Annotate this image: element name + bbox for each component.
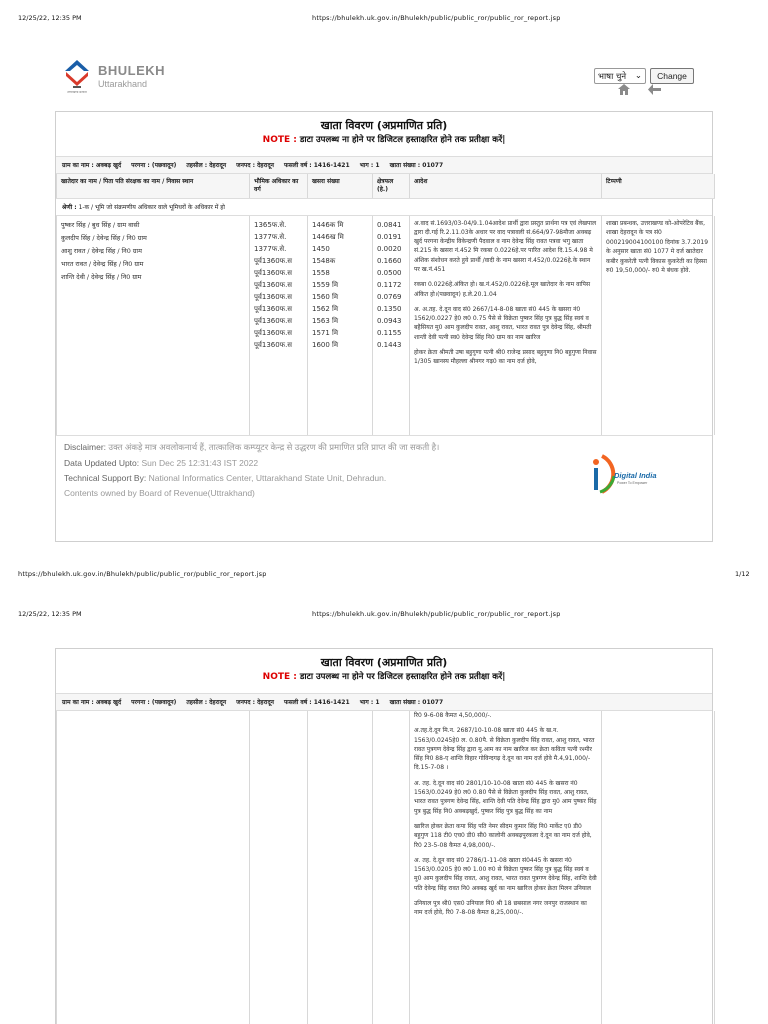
meta-fasli-2: फसली वर्ष : 1416-1421 (283, 699, 350, 706)
owner-row: शान्ति देवी / देवेन्द्र सिंह / नि0 ग्राम (61, 272, 142, 281)
ror-table (56, 174, 715, 199)
order-paragraph: रकबा 0.0226हे.अंकित हो। ख.नं.452/0.0226हे.मूल खातेदार के नाम वापिस अंकित हो।(पछवादून) ह.ले.20.1.04 (414, 281, 590, 298)
rights-row: पूर्व1360फ.स (254, 304, 293, 313)
area-row: 0.0020 (377, 244, 402, 253)
order-paragraph: अ. तह. दे.दून वाद सं0 2801/10-10-08 खाता सं0 445 के खसरा नं0 1563/0.0249 हे0 ल0 0.80 पैसे से विक्रेता कुलदीप सिंह रावत, आशु रावत, भारत रावत पुत्रगण देवेन्द्र सिंह, शान्ति देवी पति देवेन्द्र सिंह द्वारा मु0 आम पुष्कर सिंह पुत्र बुद्ध सिंह नि0 अक्बढ़खुर्द, पुष्कर सिंह पुत्र बुद्ध सिंह का नाम (414, 779, 597, 815)
meta-pargana: परगना : (पछवादून) (131, 162, 177, 169)
uttarakhand-emblem-icon (62, 58, 92, 94)
di-subtitle: Power To Empower (617, 480, 648, 485)
order-cell-continued (410, 711, 602, 1024)
updated-text: Sun Dec 25 12:31:43 IST 2022 (141, 457, 259, 468)
print-url-2: https://bhulekh.uk.gov.in/Bhulekh/public/public_ror/public_ror_report.jsp (312, 610, 561, 618)
order-paragraph: अ. तह. दे.दून वाद सं0 2786/1-11-08 खाता सं0445 के खसरा नं0 1563/0.0205 हे0 ल0 1.00 रु0 से विक्रेता पुष्कर सिंह पुत्र बुद्ध सिंह स्वयं व मु0 आम कुलदीप सिंह रावत, आशु रावत, भारत रावत पुत्रगण देवेन्द्र सिंह, शान्ति देवी पति देवेन्द्र सिंह रावत नि0 अक्बढ़ खुर्द का नाम खारिज होकर क्रेता मिलन उनियाल (414, 856, 597, 892)
owned-text: Contents owned by Board of Revenue(Uttrakhand) (64, 487, 255, 498)
order-paragraph: खारिज होकर क्रेता कपा सिंह पति नेमर सीदम कुमार सिंह नि0 मार्केट ए0 डी0 बहुगुण 118 टी0 एच0 डी0 सी0 कालोनी अक्बढ़पुरकला दे.दून का नाम दर्ज होवे, रि0 23-5-08 कैमत 4,98,000/-. (414, 822, 592, 849)
rights-row: 1377फ.से. (254, 232, 287, 241)
note-text: डाटा उपलब्ध ना होने पर डिजिटल हस्ताक्षरित होने तक प्रतीक्षा करें| (299, 135, 506, 145)
language-select-label: भाषा चुने (598, 71, 627, 82)
disclaimer-text: उक्त अंकड़े मात्र अवलोकनार्थ हैं, तात्कालिक कम्प्यूटर केन्द्र से उद्धरण की प्रमाणित प्रति प्राप्त की जा सकती है। (108, 441, 440, 452)
order-paragraph: अ.वाद सं.1693/03-04/9.1.04आदेश प्रार्थी द्वारा प्रस्तुत प्रार्थना पत्र एवं लेखपाल द्वारा दी.गई रि.2.11.03के अधार पर वाद पत्रावली सं.664/97-98मौजा अक्बढ़ खुर्द परगना केन्द्रीय विकेन्द्रणी पैदवाल व नाम देवेन्द्र सिंह रावत पत्रवा भगु खाता सं.215 के खसरा नं.452 मि रकबा 0.0226हे.पर पारित आदेश दि.15.4.98 मे अंशिक संशोधन करते हुये प्रार्थी /वादी के नाम खसरा नं.452/0.0226हे.के स्थान पर ख.नं.451 (414, 219, 597, 273)
page-number: 1/12 (735, 570, 750, 578)
rights-row: 1377फ.से. (254, 244, 287, 253)
khasra-row: 1446ख मि (312, 232, 344, 241)
area-row: 0.1172 (377, 280, 402, 289)
footer (56, 435, 712, 521)
area-row: 0.1660 (377, 256, 402, 265)
shreni-text: 1-क / भूमि जो संक्रमणीय अधिकार वाले भूमिधरों के अधिकार में हो (78, 203, 225, 211)
khasra-row: 1548क (312, 256, 336, 265)
khasra-row: 1450 (312, 244, 330, 253)
area-row: 0.0841 (377, 220, 402, 229)
col-khasra: खसरा संख्या (308, 174, 373, 198)
logo-subtitle: Uttarakhand (98, 78, 148, 89)
owner-row: भारत रावत / देवेन्द्र सिंह / नि0 ग्राम (61, 259, 144, 268)
area-row: 0.1155 (377, 328, 402, 337)
note-label: NOTE : (262, 135, 297, 145)
remarks-cell-empty (602, 711, 715, 1024)
meta-district: जनपद : देहरादून (236, 162, 274, 169)
rights-row: पूर्व1360फ.स (254, 316, 293, 325)
home-icon[interactable] (618, 84, 630, 98)
rights-row: पूर्व1360फ.स (254, 256, 293, 265)
language-select[interactable] (594, 68, 646, 84)
rights-row: पूर्व1360फ.स (254, 280, 293, 289)
owner-row: पुष्कर सिंह / बुध सिंह / ग्राम वासी (61, 220, 140, 229)
meta-fasli: फसली वर्ष : 1416-1421 (283, 162, 350, 169)
khasra-row: 1563 मि (312, 316, 339, 325)
khasra-cell (308, 216, 373, 435)
order-cell (410, 216, 602, 435)
khasra-row: 1560 मि (312, 292, 339, 301)
area-row: 0.1443 (377, 340, 402, 349)
note-label-2: NOTE : (262, 672, 297, 682)
khasra-row: 1558 (312, 268, 330, 277)
rights-row: पूर्व1360फ.स (254, 268, 293, 277)
shreni-label: श्रेणी : (62, 203, 77, 211)
col-remarks: टिप्पणी (602, 174, 715, 198)
col-order: आदेश (410, 174, 602, 198)
area-cell (373, 216, 410, 435)
area-row: 0.1350 (377, 304, 402, 313)
area-row: 0.0191 (377, 232, 402, 241)
khasra-row: 1446क मि (312, 220, 344, 229)
col-area: क्षेत्रफल (हे.) (373, 174, 410, 198)
svg-text:उत्तराखण्ड सरकार: उत्तराखण्ड सरकार (67, 90, 87, 94)
meta-bhag: भाग : 1 (359, 162, 380, 169)
meta-tehsil-2: तहसील : देहरादून (186, 699, 227, 706)
ror-body (56, 216, 715, 435)
meta-pargana-2: परगना : (पछवादून) (131, 699, 177, 706)
owners-cell-empty (57, 711, 250, 1024)
meta-khata: खाता संख्या : 01077 (389, 162, 444, 169)
logo-title: BHULEKH (98, 62, 166, 78)
rights-row: पूर्व1360फ.स (254, 340, 293, 349)
order-paragraph: अ.तह.दे.दून मि.न. 2687/10-10-08 खाता सं0 445 के ख.न. 1563/0.0245हे0 ल. 0.80पै. से विक्रेता कुलदीप सिंह रावत, आशु रावत, भारत रावत पुत्रगण देवेन्द्र सिंह द्वारा मु.आम का नाम खारिज कर क्रेता कविता पत्नी रश्मीर सिंह नि0 88-ए शान्ति विहार गोविन्दगढ़ दे.दून का नाम दर्ज होवे मै.4,91,000/- दि.15-7-08 । (414, 727, 595, 772)
col-owner: खातेदार का नाम / पिता पति संरक्षक का नाम / निवास स्थान (57, 174, 250, 198)
digital-india-logo[interactable] (584, 448, 664, 498)
print-url-footer: https://bhulekh.uk.gov.in/Bhulekh/public/public_ror/public_ror_report.jsp (18, 570, 267, 578)
chevron-down-icon: ⌄ (634, 71, 642, 81)
area-cell-empty (373, 711, 410, 1024)
note-text-2: डाटा उपलब्ध ना होने पर डिजिटल हस्ताक्षरित होने तक प्रतीक्षा करें| (299, 672, 506, 682)
arrow-left-icon[interactable] (648, 84, 661, 98)
rights-row: 1365फ.से. (254, 220, 287, 229)
print-datetime: 12/25/22, 12:35 PM (18, 14, 82, 22)
owner-row: कुलदीप सिंह / देवेन्द्र सिंह / नि0 ग्राम (61, 233, 147, 242)
shreni-row (56, 199, 712, 216)
order-paragraph: होकर क्रेता श्रीमती उषा बहुगुणा पत्नी श्री0 राजेन्द्र प्रसाद बहुगुणा नि0 बहुगुणा निवास 1/305 खानस्य मौहल्ला श्रीनगर गढ़0 का नाम दर्ज होवे, (414, 349, 597, 366)
order-paragraph: रि0 9-6-08 कैमत 4,50,000/-. (414, 712, 492, 719)
khata-panel (55, 111, 713, 542)
rights-cell (250, 216, 308, 435)
rights-row: पूर्व1360फ.स (254, 292, 293, 301)
khasra-row: 1562 मि (312, 304, 339, 313)
remarks-cell (602, 216, 715, 435)
support-text: National Informatics Center, Uttarakhand State Unit, Dehradun. (148, 472, 387, 483)
panel-title-2: खाता विवरण (अप्रमाणित प्रति) (320, 656, 448, 669)
change-language-button[interactable]: Change (650, 68, 694, 84)
order-paragraph: उनियाल पुत्र श्री0 एस0 उनियाल नि0 श्री 18 छबसाल नगर जनपुर राजस्थान का नाम दर्ज होवे, रि0 7-8-08 कैमत 8,25,000/-. (414, 900, 587, 917)
meta-row (56, 156, 712, 174)
di-title: Digital India (614, 470, 657, 480)
meta-row-2 (56, 693, 712, 711)
owner-row: आशु रावत / देवेन्द्र सिंह / नि0 ग्राम (61, 246, 142, 255)
khasra-row: 1600 मि (312, 340, 339, 349)
meta-village-2: ग्राम का नाम : अक्बढ़ खुर्द (62, 699, 122, 706)
meta-tehsil: तहसील : देहरादून (186, 162, 227, 169)
meta-khata-2: खाता संख्या : 01077 (389, 699, 444, 706)
rights-row: पूर्व1360फ.स (254, 328, 293, 337)
area-row: 0.0769 (377, 292, 402, 301)
meta-bhag-2: भाग : 1 (359, 699, 380, 706)
panel-title: खाता विवरण (अप्रमाणित प्रति) (320, 119, 448, 132)
remarks-text: शाखा प्रबन्धक, उत्तराखण्ड को-ओपरेटिव बैंक, शाखा देहरादून के पत्र सं0 000219004100100 दिनांक 3.7.2019 के अनुसार खाता सं0 1077 मे दर्ज खातेदार कबीर कुकरेती पत्नी विकास कुकरेती का हिस्सा रु0 19,50,000/- रु0 मे बंधक होवे. (606, 219, 709, 275)
disclaimer-label: Disclaimer: (64, 441, 107, 452)
print-url: https://bhulekh.uk.gov.in/Bhulekh/public/public_ror/public_ror_report.jsp (312, 14, 561, 22)
order-paragraph: अ. अ.तह. दे.दून वाद सं0 2667/14-8-08 खाता सं0 445 के खसरा नं0 1562/0.0227 हे0 ल0 0.75 पैसे से विक्रेता पुष्कर सिंह पुत्र बुद्ध सिंह स्वयं व बहैसियत मु0 आम कुलदीप रावत, आशु रावत, भारत रावत पुत्र देवेन्द्र सिंह, श्रीमती शान्ती देवी पत्नी स्व0 देवेन्द्र सिंह नि0 ग्राम का नाम खारिज (414, 305, 592, 341)
col-rights: भौमिक अधिकार का वर्ग (250, 174, 308, 198)
ror-body-continued (56, 711, 715, 1024)
area-row: 0.0943 (377, 316, 402, 325)
meta-village: ग्राम का नाम : अक्बढ़ खुर्द (62, 162, 122, 169)
khasra-row: 1559 मि (312, 280, 339, 289)
owners-cell (57, 216, 250, 435)
khasra-cell-empty (308, 711, 373, 1024)
khata-panel-continued (55, 648, 713, 1024)
khasra-row: 1571 मि (312, 328, 339, 337)
area-row: 0.0500 (377, 268, 402, 277)
print-datetime-2: 12/25/22, 12:35 PM (18, 610, 82, 618)
bhulekh-logo[interactable] (62, 58, 165, 94)
rights-cell-empty (250, 711, 308, 1024)
support-label: Technical Support By: (64, 472, 147, 483)
meta-district-2: जनपद : देहरादून (236, 699, 274, 706)
updated-label: Data Updated Upto: (64, 457, 140, 468)
